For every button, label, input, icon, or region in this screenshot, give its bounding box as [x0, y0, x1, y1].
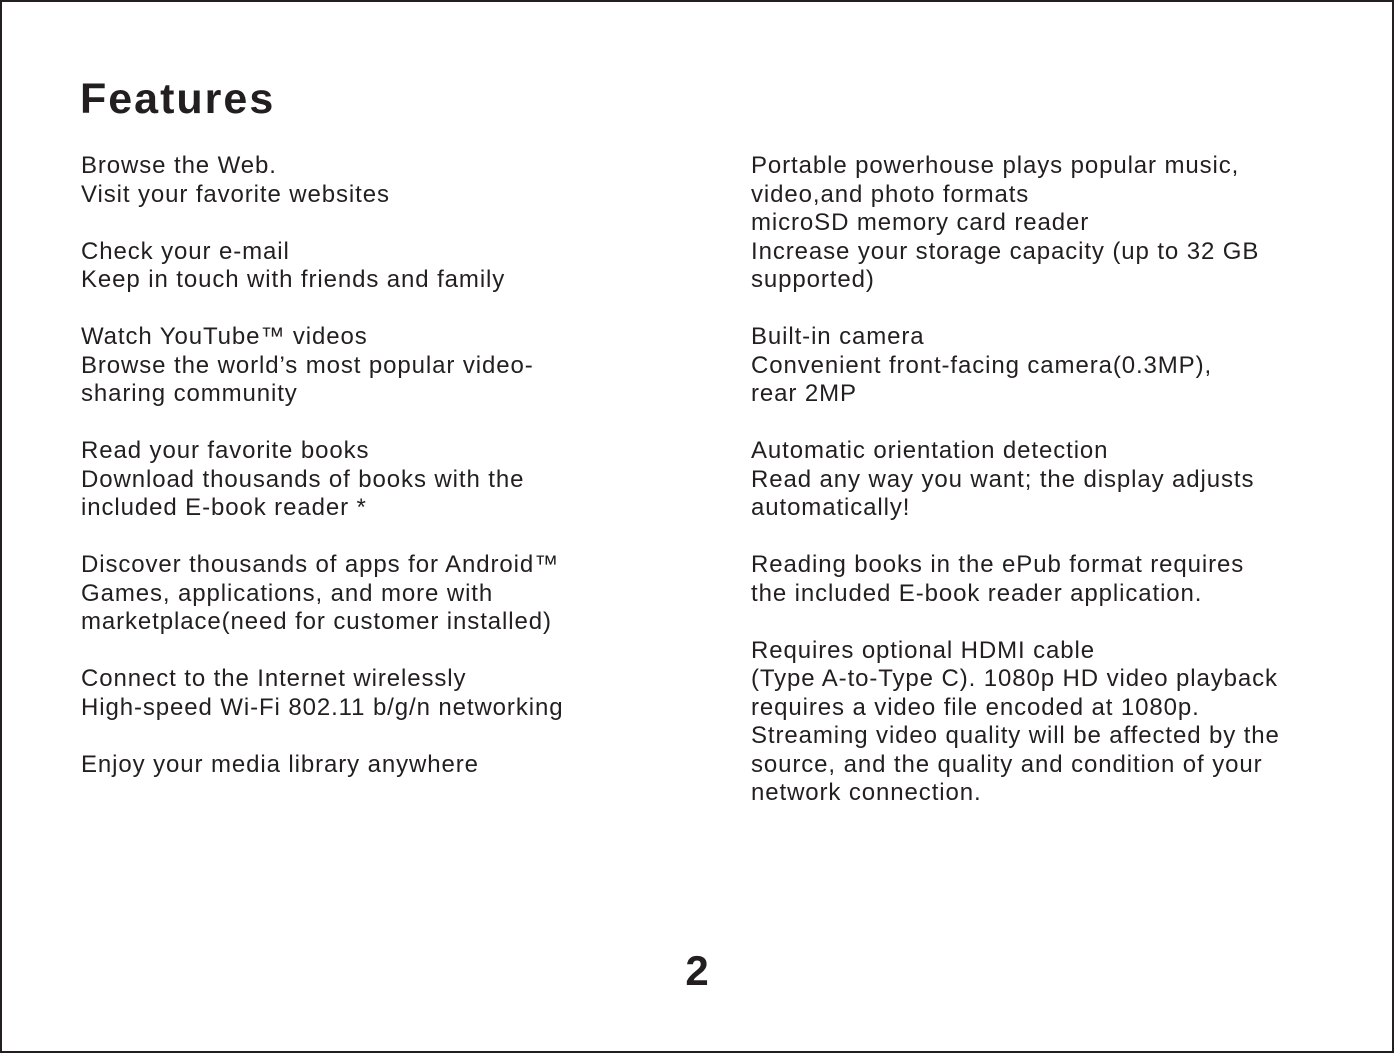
- feature-description: Keep in touch with friends and family: [81, 266, 506, 293]
- feature-heading: Automatic orientation detection: [751, 437, 1109, 464]
- page-number: 2: [685, 947, 709, 994]
- feature-description: video,and photo formats: [751, 180, 1030, 208]
- feature-heading: Requires optional HDMI cable: [751, 636, 1096, 664]
- feature-description: Increase your storage capacity (up to 32 GB: [751, 237, 1260, 265]
- page-title: Features: [80, 75, 276, 123]
- feature-description: source, and the quality and condition of your: [751, 750, 1263, 778]
- feature-description: rear 2MP: [751, 380, 857, 407]
- feature-description: automatically!: [751, 494, 911, 521]
- feature-description: Streaming video quality will be affected by the: [751, 722, 1280, 749]
- feature-camera: [751, 323, 1351, 409]
- feature-heading: Read your favorite books: [81, 437, 370, 464]
- feature-description: included E-book reader *: [81, 494, 367, 521]
- feature-heading: Discover thousands of apps for Android™: [81, 551, 560, 578]
- feature-description: Read any way you want; the display adjusts: [751, 465, 1255, 493]
- feature-description: (Type A-to-Type C). 1080p HD video playback: [751, 665, 1278, 692]
- feature-heading: Built-in camera: [751, 323, 925, 350]
- feature-apps: [81, 551, 681, 637]
- feature-orientation: [751, 437, 1351, 523]
- feature-description: High-speed Wi-Fi 802.11 b/g/n networking: [81, 693, 564, 721]
- feature-description: Games, applications, and more with: [81, 579, 494, 607]
- feature-heading: Watch YouTube™ videos: [81, 323, 368, 350]
- features-left-column: [81, 152, 681, 779]
- feature-description: Portable powerhouse plays popular music,: [751, 152, 1240, 179]
- feature-description: network connection.: [751, 779, 982, 806]
- feature-description: sharing community: [81, 380, 298, 407]
- feature-description: Download thousands of books with the: [81, 465, 525, 493]
- feature-youtube: [81, 323, 681, 409]
- feature-microsd: [751, 209, 1351, 295]
- feature-description: Reading books in the ePub format requires: [751, 551, 1245, 578]
- feature-check-email: [81, 238, 681, 295]
- feature-description: marketplace(need for customer installed): [81, 608, 552, 635]
- feature-heading: Check your e-mail: [81, 237, 290, 265]
- feature-heading: Enjoy your media library anywhere: [81, 750, 479, 778]
- feature-description: the included E-book reader application.: [751, 579, 1203, 607]
- feature-books: [81, 437, 681, 523]
- feature-browse-web: [81, 152, 681, 209]
- feature-heading: Browse the Web.: [81, 152, 277, 179]
- feature-description: requires a video file encoded at 1080p.: [751, 693, 1200, 721]
- feature-epub-note: [751, 551, 1351, 608]
- feature-wireless: [81, 665, 681, 722]
- feature-heading: Connect to the Internet wirelessly: [81, 665, 467, 692]
- feature-description: Convenient front-facing camera(0.3MP),: [751, 351, 1213, 379]
- feature-description: Browse the world’s most popular video-: [81, 351, 534, 379]
- feature-description: Visit your favorite websites: [81, 180, 390, 208]
- feature-hdmi: [751, 637, 1351, 808]
- feature-description: supported): [751, 266, 875, 293]
- features-right-column: [751, 152, 1351, 808]
- feature-media-formats: [751, 152, 1351, 209]
- feature-media-library: [81, 751, 681, 780]
- feature-heading: microSD memory card reader: [751, 209, 1090, 236]
